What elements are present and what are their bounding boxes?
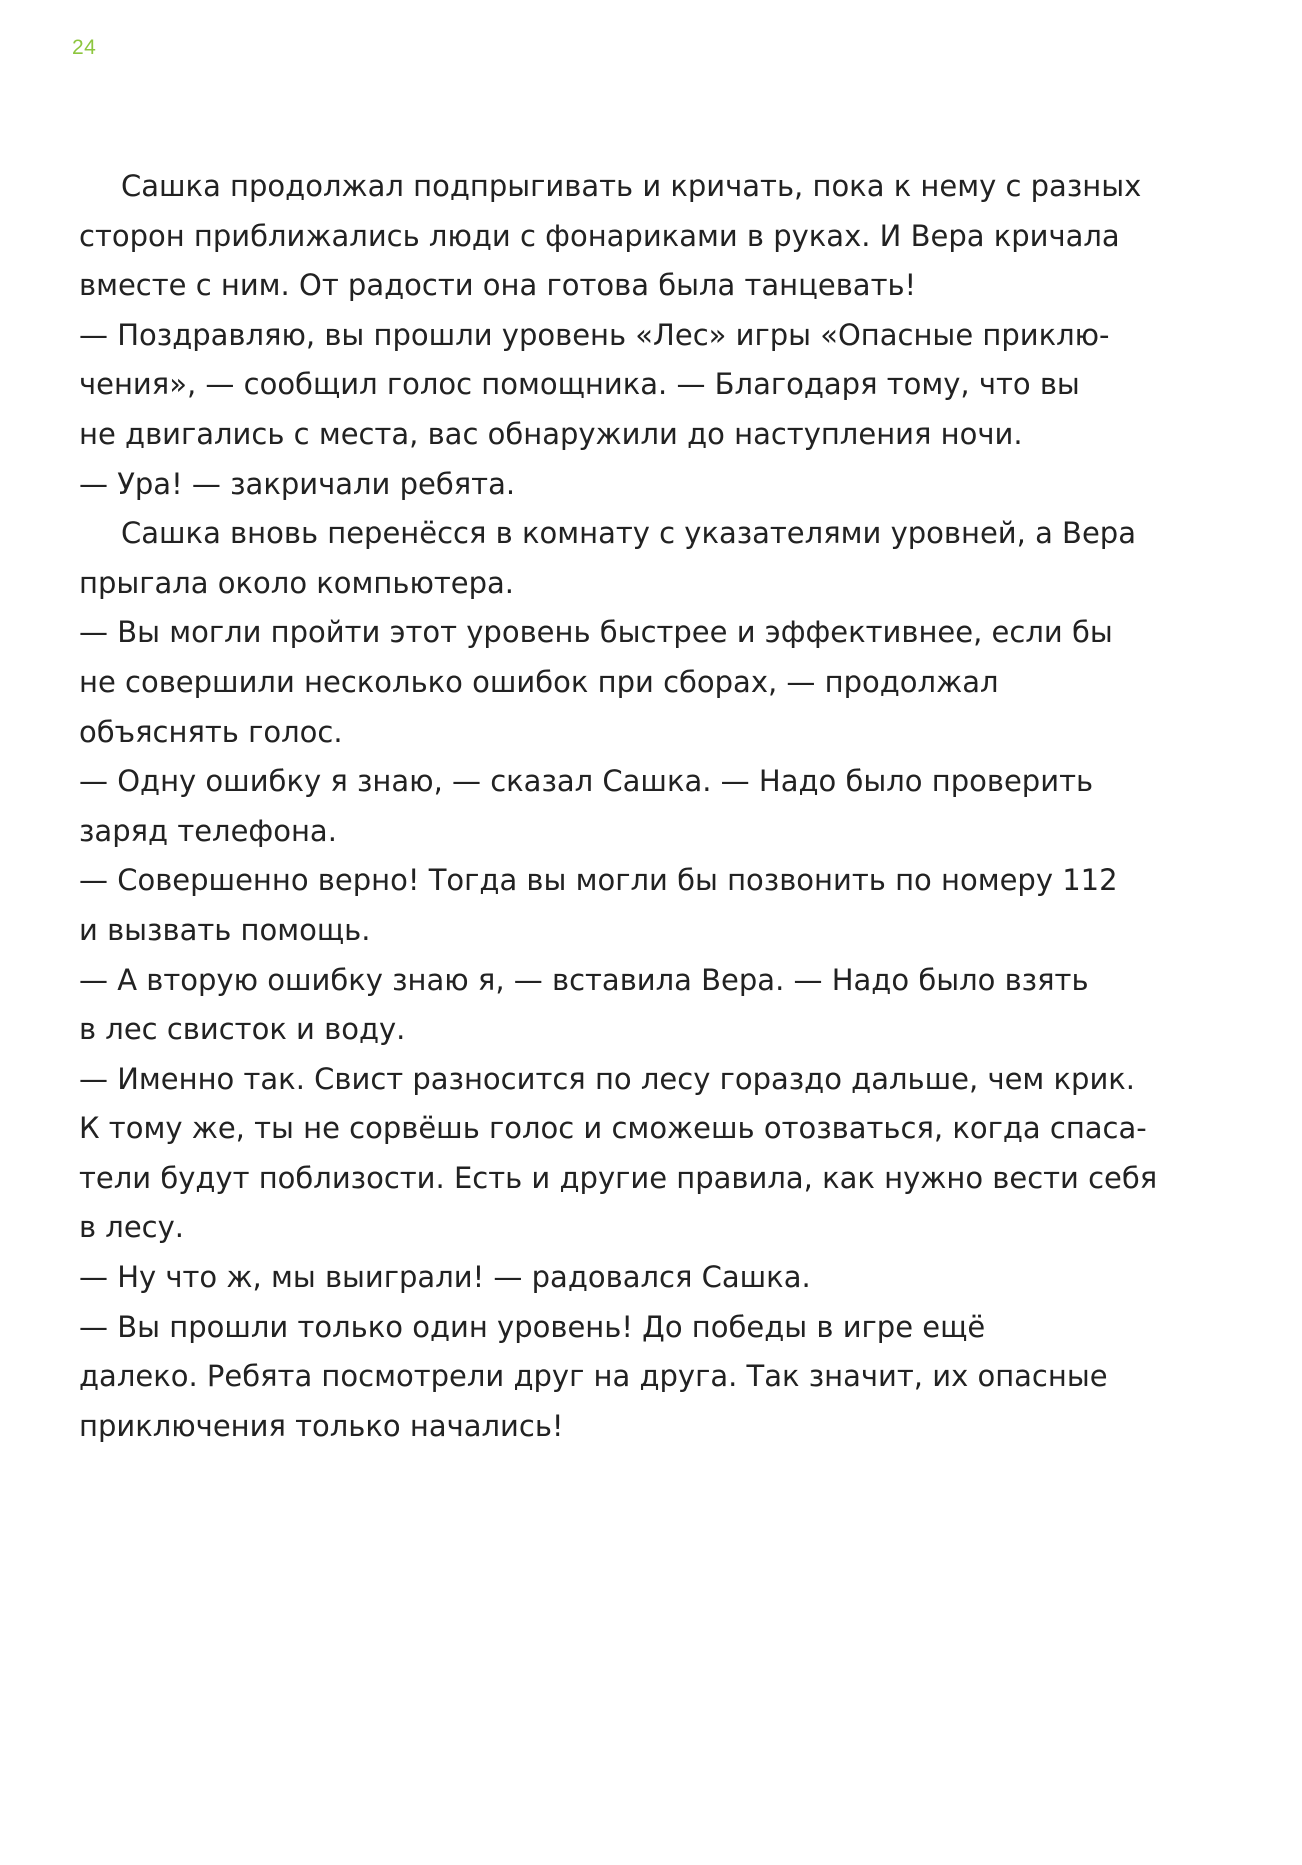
text-line: вместе с ним. От радости она готова была танцевать! bbox=[79, 268, 917, 303]
text-line: объяснять голос. bbox=[79, 714, 343, 749]
text-line: в лесу. bbox=[79, 1210, 185, 1245]
text-line: не двигались с места, вас обнаружили до наступления ночи. bbox=[79, 416, 1023, 451]
text-line: — А вторую ошибку знаю я, — вставила Вера. — Надо было взять bbox=[79, 962, 1089, 997]
text-line: — Совершенно верно! Тогда вы могли бы позвонить по номеру 112 bbox=[79, 863, 1118, 898]
text-line: — Одну ошибку я знаю, — сказал Сашка. — Надо было проверить bbox=[79, 764, 1094, 799]
story-text bbox=[79, 162, 1169, 1451]
text-line: К тому же, ты не сорвёшь голос и сможешь отозваться, когда спаса- bbox=[79, 1111, 1147, 1146]
text-line: тели будут поблизости. Есть и другие правила, как нужно вести себя bbox=[79, 1160, 1158, 1195]
text-line: чения», — сообщил голос помощника. — Благодаря тому, что вы bbox=[79, 367, 1080, 402]
page-number: 24 bbox=[72, 36, 97, 59]
text-line: и вызвать помощь. bbox=[79, 912, 371, 947]
text-line: — Именно так. Свист разносится по лесу гораздо дальше, чем крик. bbox=[79, 1061, 1136, 1096]
text-line: прыгала около компьютера. bbox=[79, 565, 515, 600]
text-line: Сашка продолжал подпрыгивать и кричать, пока к нему с разных bbox=[121, 169, 1142, 203]
text-line: — Ну что ж, мы выиграли! — радовался Сашка. bbox=[79, 1260, 811, 1295]
text-line: сторон приближались люди с фонариками в руках. И Вера кричала bbox=[79, 218, 1120, 253]
text-line: — Ура! — закричали ребята. bbox=[79, 466, 516, 501]
text-line: — Поздравляю, вы прошли уровень «Лес» игры «Опасные приклю- bbox=[79, 317, 1110, 352]
text-line: не совершили несколько ошибок при сборах, — продолжал bbox=[79, 664, 999, 699]
text-line: далеко. Ребята посмотрели друг на друга. Так значит, их опасные bbox=[79, 1359, 1108, 1394]
text-line: приключения только начались! bbox=[79, 1408, 564, 1443]
text-line: — Вы могли пройти этот уровень быстрее и эффективнее, если бы bbox=[79, 615, 1113, 650]
text-line: в лес свисток и воду. bbox=[79, 1012, 406, 1047]
text-line: заряд телефона. bbox=[79, 813, 337, 848]
text-line: Сашка вновь перенёсся в комнату с указателями уровней, а Вера bbox=[121, 516, 1136, 551]
text-line: — Вы прошли только один уровень! До победы в игре ещё bbox=[79, 1309, 986, 1344]
